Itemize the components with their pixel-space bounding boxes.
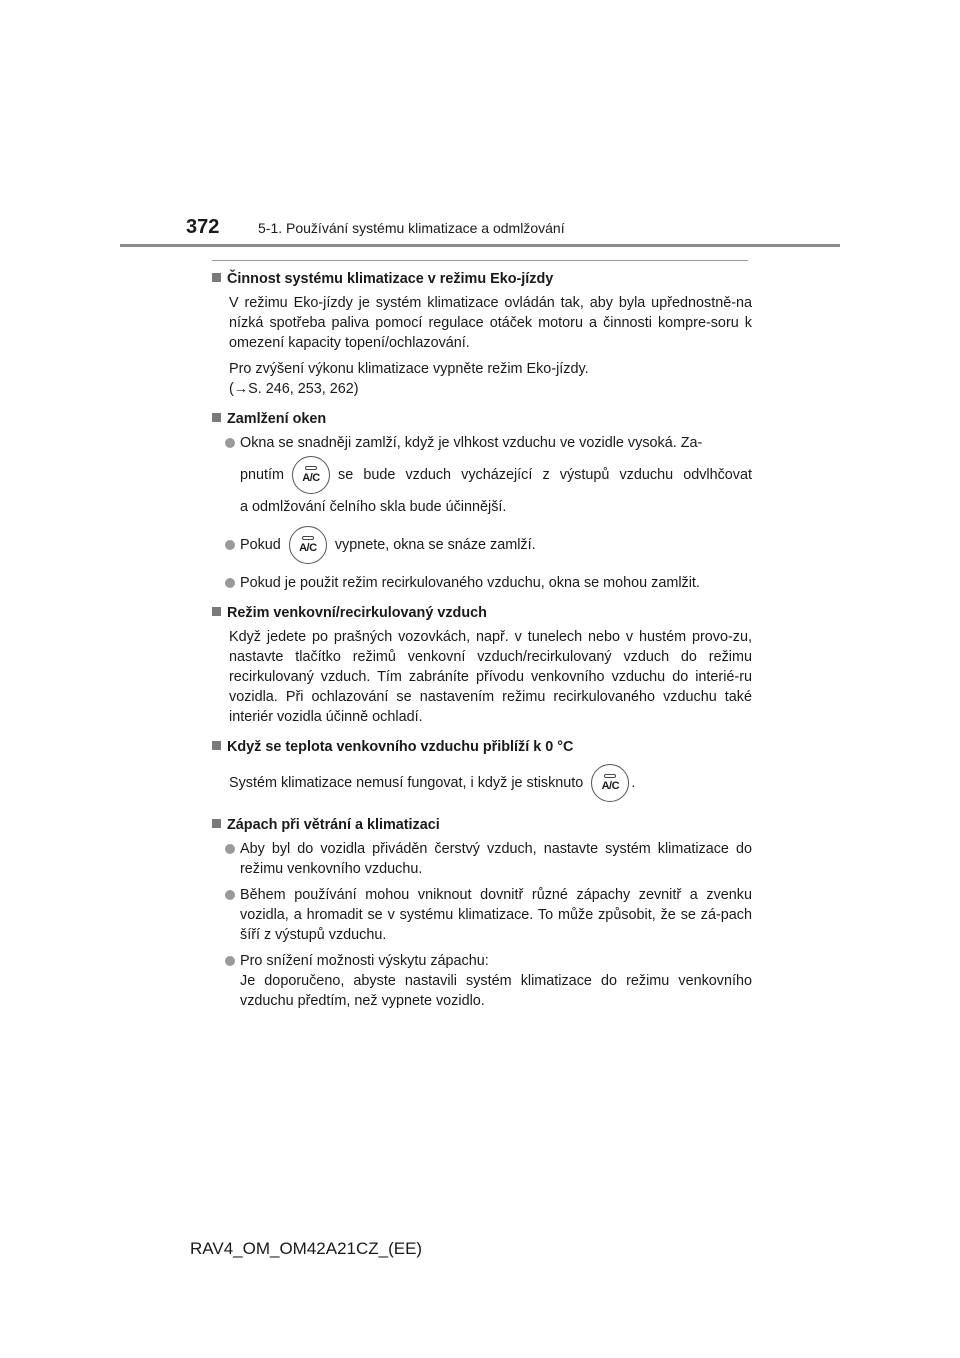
section-eco-mode xyxy=(212,269,752,399)
section-square-icon xyxy=(212,607,221,616)
bullet-dot-icon xyxy=(225,890,235,900)
ac-button-icon: A/C xyxy=(591,764,629,802)
header-divider xyxy=(120,244,840,247)
section-cold-temperature xyxy=(212,737,752,805)
section-title: Zápach při větrání a klimatizaci xyxy=(227,817,440,833)
chapter-title: 5-1. Používání systému klimatizace a odmlžování xyxy=(258,220,565,236)
bullet-dot-icon xyxy=(225,540,235,550)
indicator-lamp-icon xyxy=(604,774,616,778)
indicator-lamp-icon xyxy=(302,536,314,540)
content-divider xyxy=(212,260,748,261)
paragraph: Systém klimatizace nemusí fungovat, i když je stisknuto A/C . xyxy=(229,761,752,805)
bullet-item: Pokud A/C vypnete, okna se snáze zamlží. xyxy=(225,523,752,567)
section-title: Když se teplota venkovního vzduchu přiblíží k 0 °C xyxy=(227,739,574,755)
document-code: RAV4_OM_OM42A21CZ_(EE) xyxy=(190,1239,423,1258)
section-recirculation xyxy=(212,603,752,727)
bullet-item: Pro snížení možnosti výskytu zápachu: Je doporučeno, abyste nastavili systém klimatizace do režimu venkovního vzduchu předtím, než vypnete vozidlo. xyxy=(225,951,752,1011)
section-title: Činnost systému klimatizace v režimu Eko-jízdy xyxy=(227,271,554,287)
section-square-icon xyxy=(212,819,221,828)
paragraph: V režimu Eko-jízdy je systém klimatizace ovládán tak, aby byla upřednostně-na nízká spotřeba paliva pomocí regulace otáček motoru a činnosti kompre-soru k omezení kapacity topení/ochlazování. xyxy=(229,295,752,351)
section-ventilation-odor xyxy=(212,815,752,1011)
ac-button-icon: A/C xyxy=(292,456,330,494)
bullet-dot-icon xyxy=(225,956,235,966)
page-number: 372 xyxy=(186,216,220,238)
paragraph: Když jedete po prašných vozovkách, např. v tunelech nebo v hustém provo-zu, nastavte tlačítko režimů venkovní vzduch/recirkulovaný vzduch do režimu recirkulovaný vzduch. Tím zabráníte přívodu venkovního vzduchu do interié-ru vozidla. Při ochlazování se nastavením režimu recirkulovaného vzduchu také interiér vozidla účinně ochladí. xyxy=(229,629,752,725)
page-content xyxy=(212,269,752,1021)
bullet-item: Pokud je použit režim recirkulovaného vzduchu, okna se mohou zamlžit. xyxy=(225,573,752,593)
indicator-lamp-icon xyxy=(305,466,317,470)
section-square-icon xyxy=(212,273,221,282)
page-reference: (→S. 246, 253, 262) xyxy=(229,381,359,397)
ac-button-icon: A/C xyxy=(289,526,327,564)
section-square-icon xyxy=(212,413,221,422)
bullet-item: Okna se snadněji zamlží, když je vlhkost vzduchu ve vozidle vysoká. Za- pnutím A/C se bude vzduch vycházející z výstupů vzduchu odvlhčovat a odmlžování čelního skla bude účinnější. xyxy=(225,433,752,517)
bullet-dot-icon xyxy=(225,438,235,448)
section-square-icon xyxy=(212,741,221,750)
bullet-dot-icon xyxy=(225,844,235,854)
section-title: Zamlžení oken xyxy=(227,411,327,427)
bullet-item: Během používání mohou vniknout dovnitř různé zápachy zevnitř a zvenku vozidla, a hromadit se v systému klimatizace. To může způsobit, že se zá-pach šíří z výstupů vzduchu. xyxy=(225,885,752,945)
section-window-fog xyxy=(212,409,752,593)
paragraph: Pro zvýšení výkonu klimatizace vypněte režim Eko-jízdy. (→S. 246, 253, 262) xyxy=(229,359,752,399)
section-title: Režim venkovní/recirkulovaný vzduch xyxy=(227,605,487,621)
bullet-item: Aby byl do vozidla přiváděn čerstvý vzduch, nastavte systém klimatizace do režimu venkovního vzduchu. xyxy=(225,839,752,879)
bullet-dot-icon xyxy=(225,578,235,588)
